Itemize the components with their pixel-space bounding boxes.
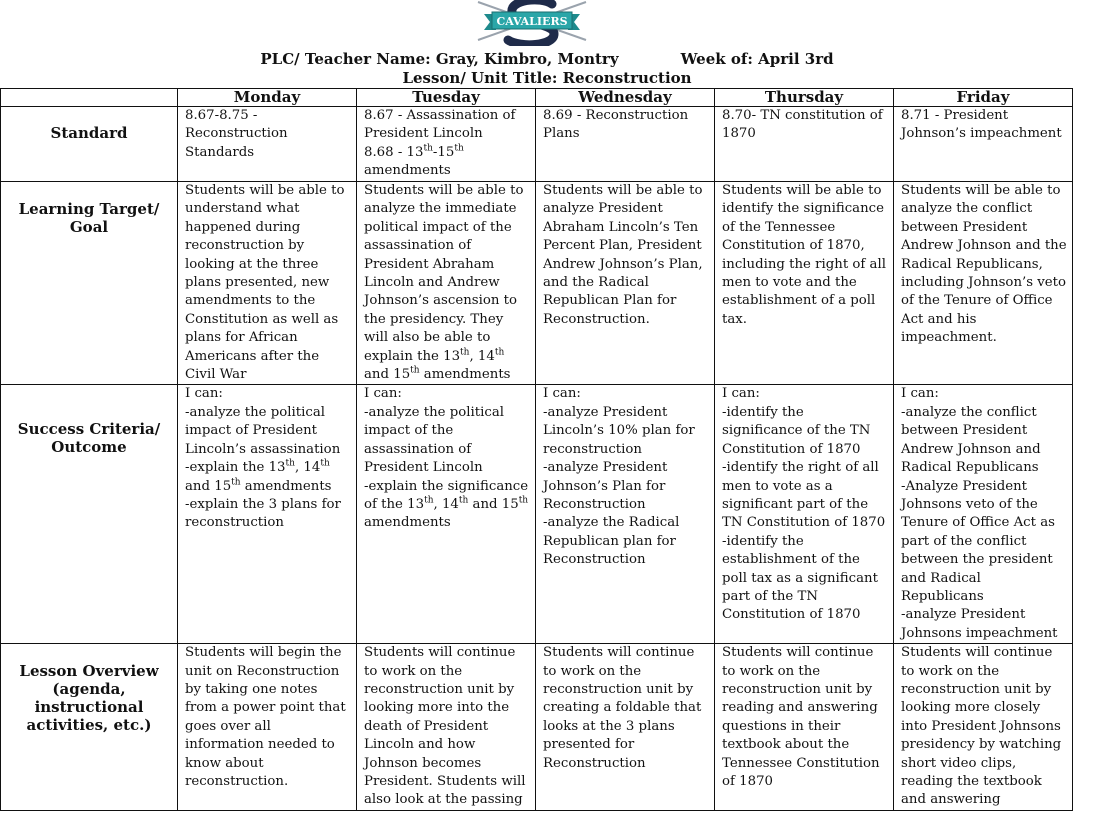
header-wednesday: Wednesday bbox=[536, 89, 715, 107]
header-line-1 bbox=[0, 50, 1094, 68]
cell-standard-wednesday: 8.69 - Reconstruction Plans bbox=[536, 107, 715, 182]
cell-lesson-overview-wednesday: Students will continue to work on the reconstruction unit by creating a foldable that looks at the 3 plans presented for Reconstruction bbox=[536, 644, 715, 811]
row-label-success-criteria: Success Criteria/ Outcome bbox=[1, 385, 178, 644]
cell-learning-target-tuesday: Students will be able to analyze the immediate political impact of the assassination of President Abraham Lincoln and Andrew Johnson’s ascension to the presidency. They will also be able to explain the 13th, 14th and 15th amendments bbox=[357, 182, 536, 385]
cell-success-criteria-thursday: I can: -identify the significance of the TN Constitution of 1870 -identify the right of all men to vote as a significant part of the TN Constitution of 1870 -identify the establishment of the poll tax as a significant part of the TN Constitution of 1870 bbox=[715, 385, 894, 644]
table-row-learning-target bbox=[1, 182, 1073, 385]
table-header-row bbox=[1, 89, 1073, 107]
cell-learning-target-friday: Students will be able to analyze the conflict between President Andrew Johnson and the Radical Republicans, including Johnson’s veto of the Tenure of Office Act and his impeachment. bbox=[894, 182, 1073, 385]
cell-success-criteria-friday: I can: -analyze the conflict between President Andrew Johnson and Radical Republicans -Analyze President Johnsons veto of the Tenure of Office Act as part of the conflict between the president and Radical Republicans -analyze President Johnsons impeachment bbox=[894, 385, 1073, 644]
table-row-lesson-overview bbox=[1, 644, 1073, 811]
cell-learning-target-thursday: Students will be able to identify the significance of the Tennessee Constitution of 1870, including the right of all men to vote and the establishment of a poll tax. bbox=[715, 182, 894, 385]
cell-standard-thursday: 8.70- TN constitution of 1870 bbox=[715, 107, 894, 182]
cell-learning-target-wednesday: Students will be able to analyze President Abraham Lincoln’s Ten Percent Plan, President Andrew Johnson’s Plan, and the Radical Republican Plan for Reconstruction. bbox=[536, 182, 715, 385]
cell-lesson-overview-thursday: Students will continue to work on the reconstruction unit by reading and answering questions in their textbook about the Tennessee Constitution of 1870 bbox=[715, 644, 894, 811]
cavaliers-logo-icon bbox=[470, 0, 594, 46]
week-of: Week of: April 3rd bbox=[680, 50, 834, 68]
cell-success-criteria-wednesday: I can: -analyze President Lincoln’s 10% plan for reconstruction -analyze President Johnson’s Plan for Reconstruction -analyze the Radical Republican plan for Reconstruction bbox=[536, 385, 715, 644]
cell-lesson-overview-tuesday: Students will continue to work on the reconstruction unit by looking more into the death of President Lincoln and how Johnson becomes President. Students will also look at the passing bbox=[357, 644, 536, 811]
header-monday: Monday bbox=[178, 89, 357, 107]
unit-title: Lesson/ Unit Title: Reconstruction bbox=[402, 69, 692, 87]
cell-success-criteria-monday: I can: -analyze the political impact of President Lincoln’s assassination -explain the 13th, 14th and 15th amendments -explain the 3 plans for reconstruction bbox=[178, 385, 357, 644]
cell-learning-target-monday: Students will be able to understand what happened during reconstruction by looking at the three plans presented, new amendments to the Constitution as well as plans for African Americans after the Civil War bbox=[178, 182, 357, 385]
cell-standard-friday: 8.71 - President Johnson’s impeachment bbox=[894, 107, 1073, 182]
cell-standard-tuesday: 8.67 - Assassination of President Lincoln 8.68 - 13th-15th amendments bbox=[357, 107, 536, 182]
lesson-plan-table bbox=[0, 88, 1073, 811]
svg-text:CAVALIERS: CAVALIERS bbox=[496, 15, 568, 28]
cell-lesson-overview-friday: Students will continue to work on the reconstruction unit by looking more closely into President Johnsons presidency by watching short video clips, reading the textbook and answering bbox=[894, 644, 1073, 811]
header-friday: Friday bbox=[894, 89, 1073, 107]
header-thursday: Thursday bbox=[715, 89, 894, 107]
row-label-lesson-overview: Lesson Overview (agenda, instructional activities, etc.) bbox=[1, 644, 178, 811]
header-blank bbox=[1, 89, 178, 107]
teacher-name: PLC/ Teacher Name: Gray, Kimbro, Montry bbox=[260, 50, 619, 68]
cell-lesson-overview-monday: Students will begin the unit on Reconstruction by taking one notes from a power point that goes over all information needed to know about reconstruction. bbox=[178, 644, 357, 811]
table-row-success-criteria bbox=[1, 385, 1073, 644]
header-tuesday: Tuesday bbox=[357, 89, 536, 107]
school-logo bbox=[470, 0, 594, 46]
cell-standard-monday: 8.67-8.75 - Reconstruction Standards bbox=[178, 107, 357, 182]
row-label-learning-target: Learning Target/ Goal bbox=[1, 182, 178, 385]
table-row-standard bbox=[1, 107, 1073, 182]
cell-success-criteria-tuesday: I can: -analyze the political impact of the assassination of President Lincoln -explain the significance of the 13th, 14th and 15th amendments bbox=[357, 385, 536, 644]
row-label-standard: Standard bbox=[1, 107, 178, 182]
